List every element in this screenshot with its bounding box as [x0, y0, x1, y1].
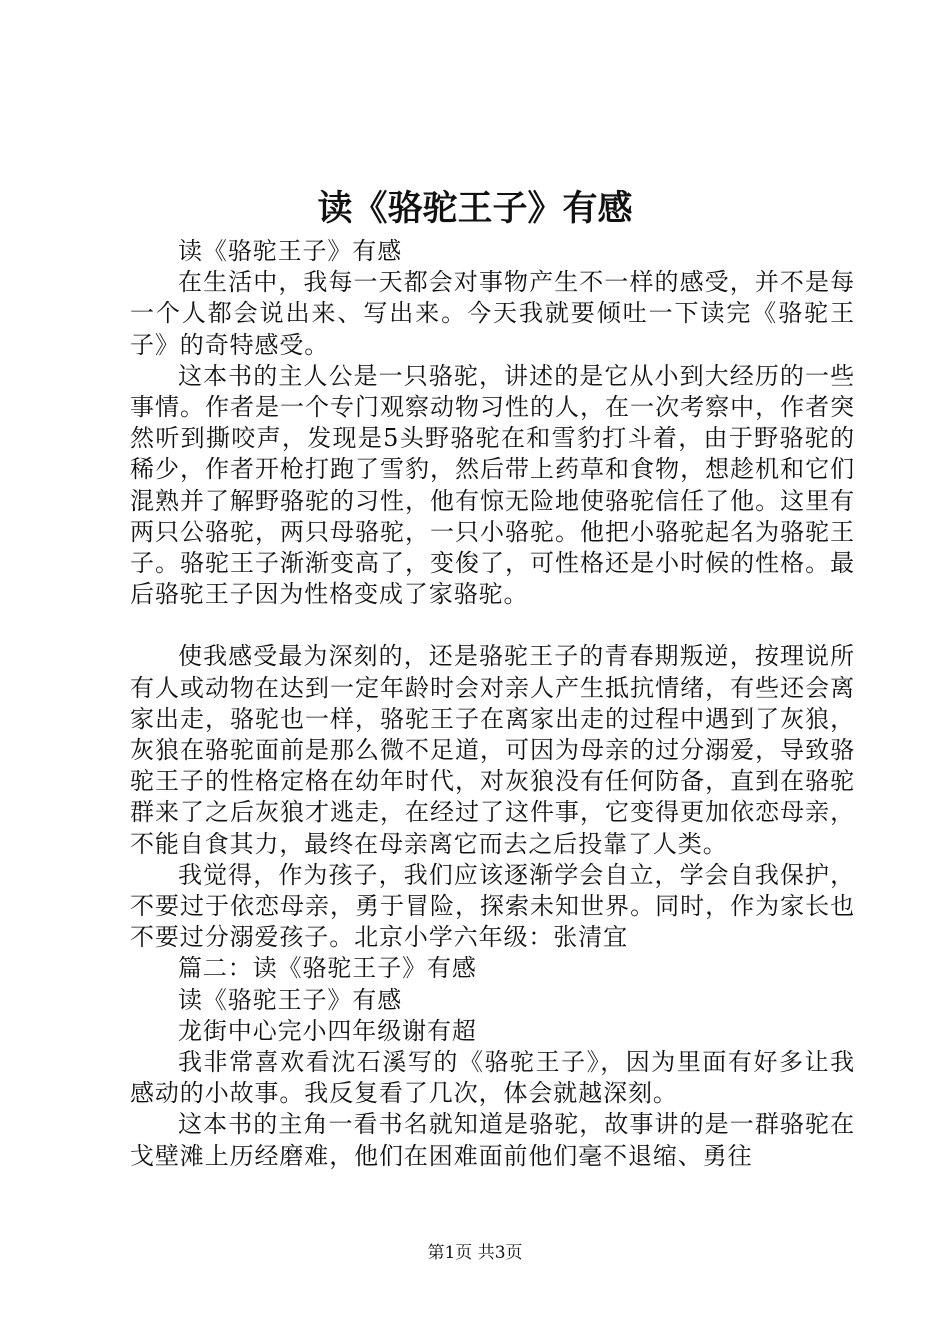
- paragraph: 我觉得，作为孩子，我们应该逐渐学会自立，学会自我保护，不要过于依恋母亲，勇于冒险，探索未知世界。同时，作为家长也不要过分溺爱孩子。北京小学六年级：张清宜: [130, 860, 855, 952]
- paragraph: 这本书的主角一看书名就知道是骆驼，故事讲的是一群骆驼在戈壁滩上历经磨难，他们在困难面前他们毫不退缩、勇往: [130, 1110, 855, 1170]
- section-heading: 篇二：读《骆驼王子》有感: [178, 954, 477, 983]
- paragraph: 我非常喜欢看沈石溪写的《骆驼王子》，因为里面有好多让我感动的小故事。我反复看了几次，体会就越深刻。: [130, 1048, 855, 1108]
- paragraph: 在生活中，我每一天都会对事物产生不一样的感受，并不是每一个人都会说出来、写出来。今天我就要倾吐一下读完《骆驼王子》的奇特感受。: [130, 268, 855, 359]
- paragraph-subtitle: 读《骆驼王子》有感: [178, 237, 403, 265]
- document-body: [130, 236, 855, 1172]
- paragraph: 这本书的主人公是一只骆驼，讲述的是它从小到大经历的一些事情。作者是一个专门观察动物习性的人，在一次考察中，作者突然听到撕咬声，发现是5头野骆驼在和雪豹打斗着，由于野骆驼的稀少，作者开枪打跑了雪豹，然后带上药草和食物，想趁机和它们混熟并了解野骆驼的习性，他有惊无险地使骆驼信任了他。这里有两只公骆驼，两只母骆驼，一只小骆驼。他把小骆驼起名为骆驼王子。骆驼王子渐渐变高了，变俊了，可性格还是小时候的性格。最后骆驼王子因为性格变成了家骆驼。: [130, 361, 855, 609]
- paragraph: 使我感受最为深刻的，还是骆驼王子的青春期叛逆，按理说所有人或动物在达到一定年龄时会对亲人产生抵抗情绪，有些还会离家出走，骆驼也一样，骆驼王子在离家出走的过程中遇到了灰狼，灰狼在骆驼面前是那么微不足道，可因为母亲的过分溺爱，导致骆驼王子的性格定格在幼年时代，对灰狼没有任何防备，直到在骆驼群来了之后灰狼才逃走，在经过了这件事，它变得更加依恋母亲，不能自食其力，最终在母亲离它而去之后投靠了人类。: [130, 642, 855, 858]
- document-title: 读《骆驼王子》有感: [317, 188, 633, 229]
- paragraph-subtitle: 读《骆驼王子》有感: [178, 985, 403, 1014]
- page-footer: 第1页 共3页: [427, 1243, 523, 1263]
- author-line: 龙街中心完小四年级谢有超: [178, 1016, 477, 1045]
